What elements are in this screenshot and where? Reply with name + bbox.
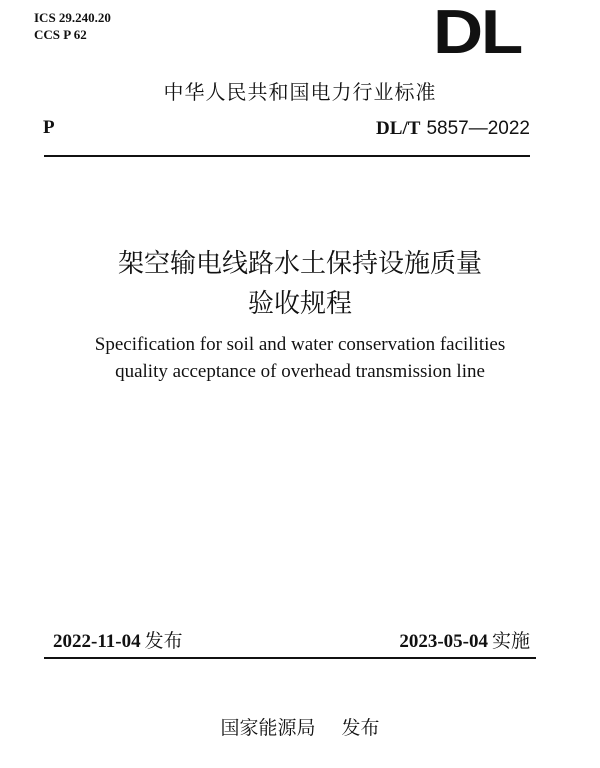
standard-category: 中华人民共和国电力行业标准 bbox=[163, 80, 437, 104]
title-cn-line1: 架空输电线路水土保持设施质量 bbox=[117, 249, 482, 279]
effective-date-block bbox=[399, 626, 530, 653]
top-divider bbox=[44, 155, 530, 157]
effective-label: 实施 bbox=[491, 630, 530, 652]
dl-logo: DL bbox=[433, 0, 522, 67]
title-en-line2: quality acceptance of overhead transmission line bbox=[115, 361, 485, 382]
standard-code-number: 5857—2022 bbox=[426, 118, 530, 139]
publisher-label: 发布 bbox=[341, 717, 380, 739]
classification-letter: P bbox=[43, 117, 55, 138]
title-en-line1: Specification for soil and water conservation facilities bbox=[94, 334, 506, 355]
publisher bbox=[0, 713, 600, 740]
effective-date: 2023-05-04 bbox=[399, 631, 488, 652]
issue-date-block bbox=[53, 626, 183, 653]
title-cn-line2: 验收规程 bbox=[247, 289, 352, 319]
standard-code-prefix: DL/T bbox=[376, 118, 421, 139]
issue-label: 发布 bbox=[144, 630, 183, 652]
publisher-org: 国家能源局 bbox=[220, 717, 316, 739]
bottom-divider bbox=[44, 657, 536, 659]
issue-date: 2022-11-04 bbox=[53, 631, 141, 652]
ics-code: ICS 29.240.20 bbox=[34, 10, 111, 25]
ccs-code: CCS P 62 bbox=[34, 27, 87, 42]
standard-code bbox=[376, 117, 530, 140]
ics-code-block bbox=[34, 9, 111, 43]
